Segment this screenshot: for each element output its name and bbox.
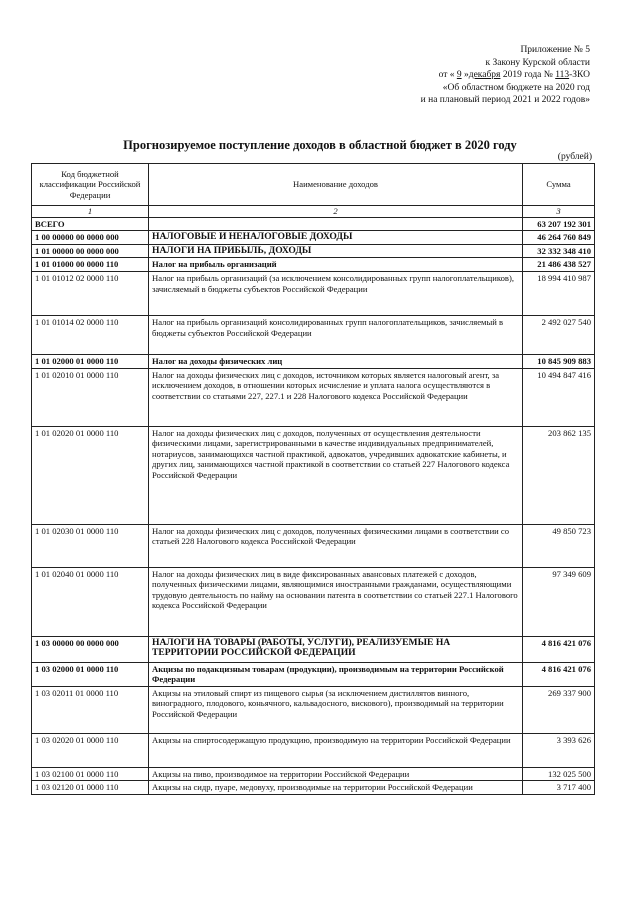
index-cell: 3 <box>523 206 595 218</box>
row-code: 1 01 02030 01 0000 110 <box>32 524 149 567</box>
row-name <box>149 217 523 231</box>
row-code: 1 03 02020 01 0000 110 <box>32 733 149 767</box>
table-row <box>32 258 595 272</box>
row-sum: 10 494 847 416 <box>523 368 595 426</box>
row-name: Акцизы на спиртосодержащую продукцию, производимую на территории Российской Федерации <box>149 733 523 767</box>
table-row <box>32 315 595 354</box>
row-sum: 97 349 609 <box>523 567 595 636</box>
row-code: 1 03 02100 01 0000 110 <box>32 767 149 781</box>
row-name: Акцизы на пиво, производимое на территории Российской Федерации <box>149 767 523 781</box>
row-code: 1 01 02040 01 0000 110 <box>32 567 149 636</box>
header-name: Наименование доходов <box>149 164 523 206</box>
table-row <box>32 767 595 781</box>
row-code: 1 01 01012 02 0000 110 <box>32 271 149 315</box>
row-sum: 46 264 760 849 <box>523 231 595 245</box>
appendix-line-1: Приложение № 5 <box>520 45 590 55</box>
row-name: Налог на доходы физических лиц в виде фиксированных авансовых платежей с доходов, полученных физическими лицами, являющимися иностранными гражданами, осуществляющими трудовую деятельность по найму на основании патента в соответствии со статьей 227.1 Налогового кодекса Российской Федерации <box>149 567 523 636</box>
row-code: 1 01 02020 01 0000 110 <box>32 426 149 524</box>
row-sum: 203 862 135 <box>523 426 595 524</box>
row-code: 1 01 01014 02 0000 110 <box>32 315 149 354</box>
row-sum: 21 486 438 527 <box>523 258 595 272</box>
row-name: НАЛОГОВЫЕ И НЕНАЛОГОВЫЕ ДОХОДЫ <box>149 231 523 245</box>
row-name: Налог на доходы физических лиц с доходов, источником которых является налоговый агент, за исключением доходов, в отношении которых исчисление и уплата налога осуществляются в соответствии со статьями 227, 227.1 и 228 Налогового кодекса Российской Федерации <box>149 368 523 426</box>
row-code: 1 03 00000 00 0000 000 <box>32 636 149 662</box>
row-name: Акцизы по подакцизным товарам (продукции), производимым на территории Российской Федерации <box>149 662 523 686</box>
index-cell: 1 <box>32 206 149 218</box>
appendix-line-5: и на плановый период 2021 и 2022 годов» <box>420 95 590 105</box>
table-row <box>32 636 595 662</box>
row-name: Налог на доходы физических лиц с доходов, полученных физическими лицами в соответствии со статьей 228 Налогового кодекса Российской Федерации <box>149 524 523 567</box>
row-name: Налог на прибыль организаций консолидированных групп налогоплательщиков, зачисляемый в бюджеты субъектов Российской Федерации <box>149 315 523 354</box>
appendix-law-suffix: -ЗКО <box>569 70 590 80</box>
row-sum: 63 207 192 301 <box>523 217 595 231</box>
revenue-table <box>31 163 595 795</box>
row-code: 1 03 02011 01 0000 110 <box>32 686 149 733</box>
header-code: Код бюджетной классификации Российской Федерации <box>32 164 149 206</box>
appendix-day: 9 <box>456 70 462 80</box>
appendix-month: декабря <box>468 70 501 80</box>
page-title: Прогнозируемое поступление доходов в областной бюджет в 2020 году <box>123 138 517 152</box>
row-sum: 10 845 909 883 <box>523 354 595 368</box>
appendix-date-mid: » <box>461 70 469 80</box>
row-code: 1 01 02000 01 0000 110 <box>32 354 149 368</box>
row-code: 1 01 02010 01 0000 110 <box>32 368 149 426</box>
table-row <box>32 426 595 524</box>
row-sum: 269 337 900 <box>523 686 595 733</box>
appendix-line-4: «Об областном бюджете на 2020 год <box>442 82 590 93</box>
appendix-law-number: 113 <box>555 70 570 80</box>
row-sum: 4 816 421 076 <box>523 662 595 686</box>
appendix-line-3 <box>350 69 590 82</box>
appendix-header <box>350 44 590 107</box>
table-row <box>32 368 595 426</box>
row-code: 1 01 00000 00 0000 000 <box>32 244 149 258</box>
row-code: ВСЕГО <box>32 217 149 231</box>
row-name: НАЛОГИ НА ПРИБЫЛЬ, ДОХОДЫ <box>149 244 523 258</box>
row-code: 1 03 02120 01 0000 110 <box>32 781 149 795</box>
appendix-line-2: к Закону Курской области <box>485 57 590 68</box>
table-row <box>32 662 595 686</box>
table-row <box>32 733 595 767</box>
table-row <box>32 781 595 795</box>
index-cell: 2 <box>149 206 523 218</box>
row-code: 1 03 02000 01 0000 110 <box>32 662 149 686</box>
row-sum: 49 850 723 <box>523 524 595 567</box>
table-row <box>32 244 595 258</box>
row-code: 1 00 00000 00 0000 000 <box>32 231 149 245</box>
row-name: Налог на прибыль организаций <box>149 258 523 272</box>
table-row <box>32 524 595 567</box>
row-name: Налог на доходы физических лиц с доходов, полученных от осуществления деятельности физическими лицами, зарегистрированными в качестве индивидуальных предпринимателей, нотариусов, занимающихся частной практикой, адвокатов, учредивших адвокатские кабинеты, и других лиц, занимающихся частной практикой в соответствии со статьей 227 Налогового кодекса Российской Федерации <box>149 426 523 524</box>
table-row <box>32 686 595 733</box>
row-sum: 18 994 410 987 <box>523 271 595 315</box>
row-sum: 2 492 027 540 <box>523 315 595 354</box>
row-sum: 3 393 626 <box>523 733 595 767</box>
row-sum: 3 717 400 <box>523 781 595 795</box>
row-name: НАЛОГИ НА ТОВАРЫ (РАБОТЫ, УСЛУГИ), РЕАЛИЗУЕМЫЕ НА ТЕРРИТОРИИ РОССИЙСКОЙ ФЕДЕРАЦИИ <box>149 636 523 662</box>
row-name: Акцизы на сидр, пуаре, медовуху, производимые на территории Российской Федерации <box>149 781 523 795</box>
row-name: Акцизы на этиловый спирт из пищевого сырья (за исключением дистиллятов винного, виноградного, плодового, коньячного, кальвадосного, вискового), производимый на территории Российской Федерации <box>149 686 523 733</box>
appendix-date-prefix: от « <box>438 70 457 80</box>
table-row <box>32 567 595 636</box>
row-name: Налог на доходы физических лиц <box>149 354 523 368</box>
row-sum: 32 332 348 410 <box>523 244 595 258</box>
table-row <box>32 217 595 231</box>
appendix-year: 2019 года № <box>500 70 556 80</box>
table-row <box>32 231 595 245</box>
table-row <box>32 271 595 315</box>
row-sum: 4 816 421 076 <box>523 636 595 662</box>
units-label: (рублей) <box>557 152 592 162</box>
row-name: Налог на прибыль организаций (за исключением консолидированных групп налогоплательщиков), зачисляемый в бюджеты субъектов Российской Федерации <box>149 271 523 315</box>
row-code: 1 01 01000 00 0000 110 <box>32 258 149 272</box>
header-sum: Сумма <box>523 164 595 206</box>
row-sum: 132 025 500 <box>523 767 595 781</box>
table-row <box>32 354 595 368</box>
